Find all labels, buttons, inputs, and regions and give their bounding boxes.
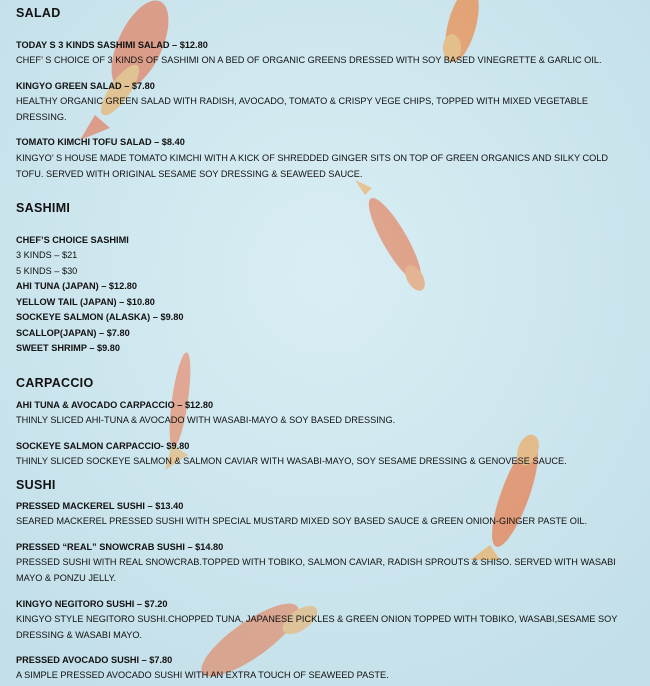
menu-item-description: PRESSED SUSHI WITH REAL SNOWCRAB.TOPPED WITH TOBIKO, SALMON CAVIAR, RADISH SPROUTS & SHISO. SERVED WITH WASABI MAYO & PONZU JELLY. <box>16 557 616 583</box>
section-title-sushi: SUSHI <box>16 478 56 492</box>
menu-item-name: PRESSED “REAL” SNOWCRAB SUSHI – $14.80 <box>16 542 224 552</box>
menu-item-price: 5 KINDS – $30 <box>16 266 78 276</box>
menu-item-price: 3 KINDS – $21 <box>16 250 78 260</box>
menu-item-name: PRESSED MACKEREL SUSHI – $13.40 <box>16 501 184 511</box>
menu-item-name: AHI TUNA & AVOCADO CARPACCIO – $12.80 <box>16 400 214 410</box>
menu-item-name: SWEET SHRIMP – $9.80 <box>16 343 120 353</box>
section-title-salad: SALAD <box>16 6 61 20</box>
menu-item-name: SCALLOP(JAPAN) – $7.80 <box>16 328 130 338</box>
menu-item-name: SOCKEYE SALMON CARPACCIO- $9.80 <box>16 441 190 451</box>
menu-item-name: TODAY S 3 KINDS SASHIMI SALAD – $12.80 <box>16 40 208 50</box>
menu-item-name: KINGYO NEGITORO SUSHI – $7.20 <box>16 599 168 609</box>
menu-item-name: AHI TUNA (JAPAN) – $12.80 <box>16 281 137 291</box>
menu-item-name: YELLOW TAIL (JAPAN) – $10.80 <box>16 297 155 307</box>
menu-item-name: PRESSED AVOCADO SUSHI – $7.80 <box>16 655 173 665</box>
menu-item-description: CHEF’ S CHOICE OF 3 KINDS OF SASHIMI ON A BED OF ORGANIC GREENS DRESSED WITH SOY BASED VINEGRETTE & GARLIC OIL. <box>16 55 602 65</box>
menu-item-description: KINGYO STYLE NEGITORO SUSHI.CHOPPED TUNA, JAPANESE PICKLES & GREEN ONION TOPPED WITH TOBIKO, WASABI,SESAME SOY DRESSING & WASABI MAYO. <box>16 614 618 640</box>
menu-item-name: CHEF’S CHOICE SASHIMI <box>16 235 129 245</box>
menu-item-name: KINGYO GREEN SALAD – $7.80 <box>16 81 155 91</box>
section-title-sashimi: SASHIMI <box>16 201 71 215</box>
menu-item-description: THINLY SLICED AHI-TUNA & AVOCADO WITH WASABI-MAYO & SOY BASED DRESSING. <box>16 415 396 425</box>
menu-item-description: SEARED MACKEREL PRESSED SUSHI WITH SPECIAL MUSTARD MIXED SOY BASED SAUCE & GREEN ONION-GINGER PASTE OIL. <box>16 516 588 526</box>
menu-item-description: KINGYO’ S HOUSE MADE TOMATO KIMCHI WITH A KICK OF SHREDDED GINGER SITS ON TOP OF GREEN ORGANICS AND SILKY COLD TOFU. SERVED WITH ORIGINAL SESAME SOY DRESSING & SEAWEED SAUCE. <box>16 153 609 179</box>
section-title-carpaccio: CARPACCIO <box>16 376 94 390</box>
menu-item-description: THINLY SLICED SOCKEYE SALMON & SALMON CAVIAR WITH WASABI-MAYO, SOY SESAME DRESSING & GENOVESE SAUCE. <box>16 456 567 466</box>
menu-item-name: TOMATO KIMCHI TOFU SALAD – $8.40 <box>16 137 185 147</box>
menu-item-name: SOCKEYE SALMON (ALASKA) – $9.80 <box>16 312 184 322</box>
menu-item-description: A SIMPLE PRESSED AVOCADO SUSHI WITH AN EXTRA TOUCH OF SEAWEED PASTE. <box>16 670 389 680</box>
menu-item-description: HEALTHY ORGANIC GREEN SALAD WITH RADISH, AVOCADO, TOMATO & CRISPY VEGE CHIPS, TOPPED WITH MIXED VEGETABLE DRESSING. <box>16 96 588 122</box>
